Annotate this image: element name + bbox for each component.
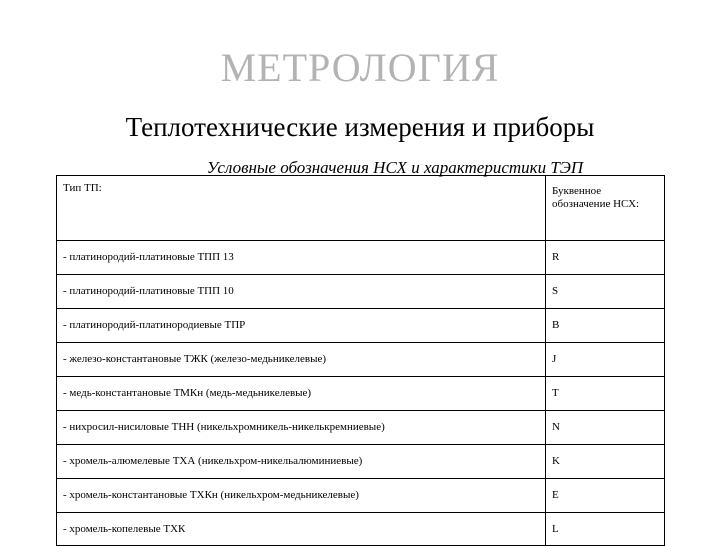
nsx-code-cell: S [546, 275, 665, 309]
nsx-code-cell: B [546, 309, 665, 343]
table-row [57, 309, 665, 343]
thermocouple-table [56, 175, 665, 546]
thermocouple-type-cell: - нихросил-нисиловые ТНН (никельхромникель-никелькремниевые) [57, 411, 546, 445]
nsx-code-cell: E [546, 479, 665, 513]
table-row [57, 479, 665, 513]
nsx-code-cell: L [546, 513, 665, 546]
thermocouple-type-cell: - платинородий-платиновые ТПП 13 [57, 241, 546, 275]
thermocouple-type-cell: - медь-константановые ТМКн (медь-медьникелевые) [57, 377, 546, 411]
page-subtitle: Теплотехнические измерения и приборы [125, 112, 595, 142]
table-row [57, 411, 665, 445]
table-row [57, 513, 665, 546]
table-row [57, 241, 665, 275]
nsx-code-cell: N [546, 411, 665, 445]
nsx-code-cell: J [546, 343, 665, 377]
column-header-type: Тип ТП: [57, 176, 546, 241]
thermocouple-type-cell: - хромель-копелевые ТХК [57, 513, 546, 546]
thermocouple-type-cell: - платинородий-платинородиевые ТПР [57, 309, 546, 343]
nsx-code-cell: T [546, 377, 665, 411]
thermocouple-type-cell: - платинородий-платиновые ТПП 10 [57, 275, 546, 309]
table-header-row [57, 176, 665, 241]
thermocouple-type-cell: - хромель-константановые ТХКн (никельхром-медьникелевые) [57, 479, 546, 513]
thermocouple-type-cell: - хромель-алюмелевые ТХА (никельхром-никельалюминиевые) [57, 445, 546, 479]
table-row [57, 343, 665, 377]
table-row [57, 377, 665, 411]
thermocouple-type-cell: - железо-константановые ТЖК (железо-медьникелевые) [57, 343, 546, 377]
nsx-code-cell: R [546, 241, 665, 275]
table-row [57, 445, 665, 479]
nsx-code-cell: K [546, 445, 665, 479]
table-caption: Условные обозначения НСХ и характеристики ТЭП [206, 158, 584, 177]
page-title: МЕТРОЛОГИЯ [220, 45, 500, 90]
column-header-code: Буквенное обозначение НСХ: [546, 176, 665, 241]
table-row [57, 275, 665, 309]
